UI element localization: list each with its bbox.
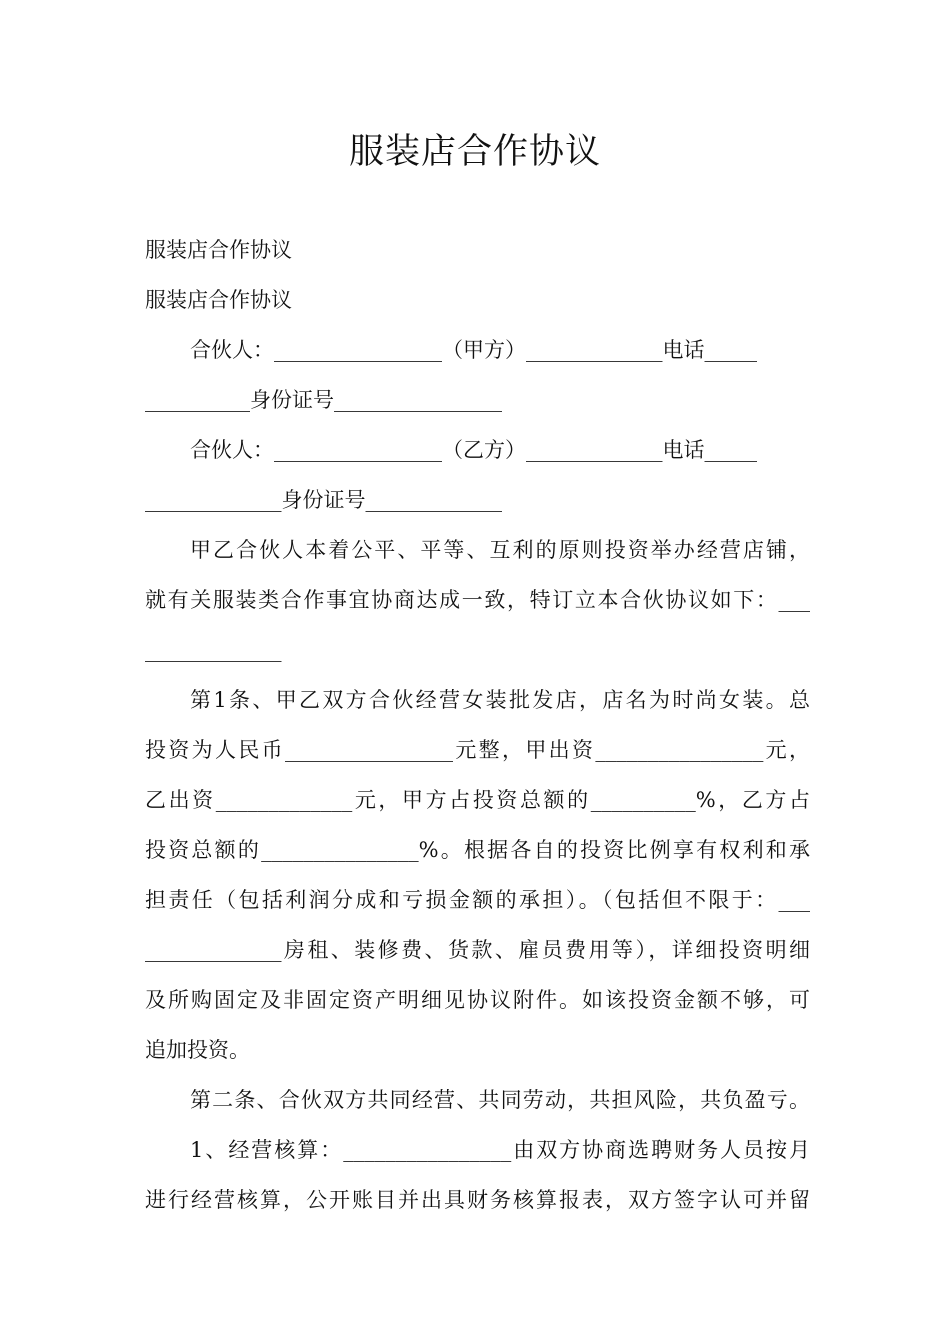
paragraph-line: 甲乙合伙人本着公平、平等、互利的原则投资举办经营店铺， <box>190 538 810 562</box>
paragraph-line: 投资总额的_______________%。根据各自的投资比例享有权利和承 <box>145 838 810 862</box>
party-a-line: 合伙人：________________（甲方）_____________电话_____ <box>190 338 757 362</box>
paragraph-line: 就有关服装类合作事宜协商达成一致，特订立本合伙协议如下：___ <box>145 588 810 612</box>
party-a-id-line: __________身份证号________________ <box>145 388 502 412</box>
paragraph-line: 第二条、合伙双方共同经营、共同劳动，共担风险，共负盈亏。 <box>190 1088 810 1112</box>
paragraph-line: 进行经营核算，公开账目并出具财务核算报表，双方签字认可并留 <box>145 1188 810 1212</box>
party-b-id-line: _____________身份证号_____________ <box>145 488 502 512</box>
heading-line: 服装店合作协议 <box>145 288 292 312</box>
paragraph-line: 乙出资_____________元，甲方占投资总额的__________%，乙方占 <box>145 788 810 812</box>
paragraph-line: 投资为人民币________________元整，甲出资________________元， <box>145 738 810 762</box>
paragraph-line: 及所购固定及非固定资产明细见协议附件。如该投资金额不够，可 <box>145 988 810 1012</box>
paragraph-line: _____________房租、装修费、货款、雇员费用等），详细投资明细 <box>145 938 810 962</box>
paragraph-line: 担责任（包括利润分成和亏损金额的承担）。（包括但不限于：___ <box>145 888 810 912</box>
paragraph-line: 第1条、甲乙双方合伙经营女装批发店，店名为时尚女装。总 <box>190 688 810 712</box>
party-b-line: 合伙人：________________（乙方）_____________电话_____ <box>190 438 757 462</box>
paragraph-line: _____________ <box>145 638 282 662</box>
heading-line: 服装店合作协议 <box>145 238 292 262</box>
document-title: 服装店合作协议 <box>348 132 601 172</box>
paragraph-line: 1、经营核算：________________由双方协商选聘财务人员按月 <box>190 1138 810 1162</box>
paragraph-line: 追加投资。 <box>145 1038 250 1062</box>
